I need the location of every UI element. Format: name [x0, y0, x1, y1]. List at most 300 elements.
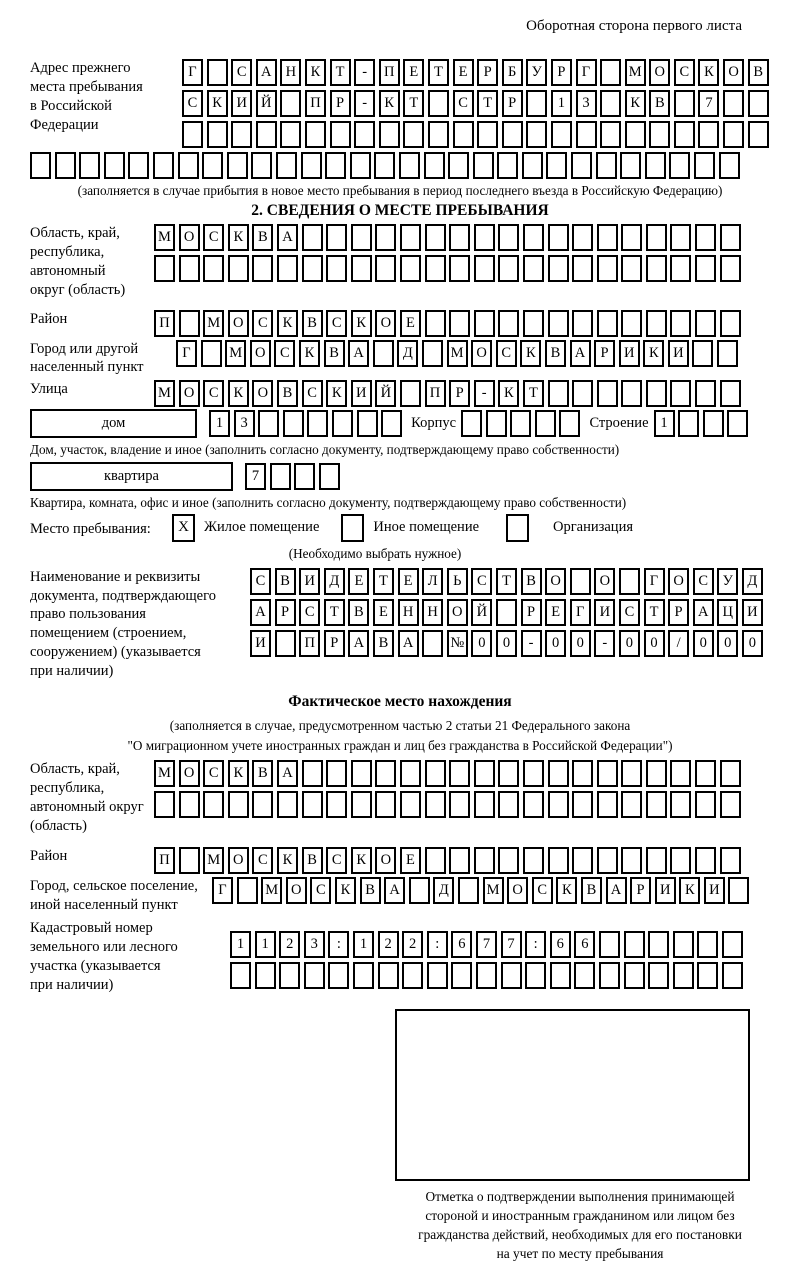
house-block — [30, 409, 770, 438]
label-line: земельного или лесного — [30, 938, 178, 955]
char-cell: 2 — [279, 931, 300, 958]
label-line: гражданства действий, необходимых для его постановки — [418, 1226, 742, 1242]
char-cell — [461, 410, 482, 437]
char-cell — [326, 255, 347, 282]
char-cell: 2 — [402, 931, 423, 958]
char-cell: Й — [256, 90, 277, 117]
char-cell: О — [228, 310, 249, 337]
char-cell: - — [354, 90, 375, 117]
char-cell — [302, 224, 323, 251]
char-cell — [252, 791, 273, 818]
char-cell — [207, 59, 228, 86]
char-cell — [695, 255, 716, 282]
char-cell: А — [256, 59, 277, 86]
char-cell: В — [275, 568, 296, 595]
char-cell — [422, 630, 443, 657]
char-cell — [305, 121, 326, 148]
char-cell — [523, 760, 544, 787]
char-cell: Р — [502, 90, 523, 117]
char-cell — [548, 380, 569, 407]
char-cell — [695, 791, 716, 818]
char-cell: Р — [324, 630, 345, 657]
char-cell — [600, 121, 621, 148]
char-cell — [255, 962, 276, 989]
char-cell: М — [225, 340, 246, 367]
char-cell: К — [698, 59, 719, 86]
char-cell: Г — [576, 59, 597, 86]
char-cell: : — [328, 931, 349, 958]
char-cell — [646, 847, 667, 874]
char-cell — [154, 791, 175, 818]
char-cell: К — [207, 90, 228, 117]
char-cell — [402, 962, 423, 989]
char-cell — [717, 340, 738, 367]
char-cell — [422, 340, 443, 367]
char-cell: 1 — [255, 931, 276, 958]
char-cell — [79, 152, 100, 179]
char-cell — [294, 463, 315, 490]
char-cell: 3 — [576, 90, 597, 117]
char-cell — [326, 224, 347, 251]
char-cell: Т — [496, 568, 517, 595]
char-cell — [30, 152, 51, 179]
char-cell: 7 — [501, 931, 522, 958]
char-cell — [448, 152, 469, 179]
char-cell: С — [326, 310, 347, 337]
char-cell — [720, 791, 741, 818]
char-cell — [535, 410, 556, 437]
char-cell: К — [351, 847, 372, 874]
char-cell: Е — [453, 59, 474, 86]
char-cell — [646, 791, 667, 818]
char-cell — [104, 152, 125, 179]
char-cell: Ц — [717, 599, 738, 626]
char-cell — [280, 90, 301, 117]
prev-address-note: (заполняется в случае прибытия в новое место пребывания в период последнего въезда в Российскую Федерацию) — [77, 183, 723, 198]
char-cell — [572, 760, 593, 787]
char-cell — [319, 463, 340, 490]
char-cell: О — [545, 568, 566, 595]
char-cell — [723, 121, 744, 148]
label-line: Наименование и реквизиты — [30, 568, 201, 585]
char-cell: С — [203, 380, 224, 407]
char-cell: О — [179, 224, 200, 251]
char-cell: Т — [477, 90, 498, 117]
char-cell: Ь — [447, 568, 468, 595]
char-cell — [719, 152, 740, 179]
char-cell — [154, 255, 175, 282]
char-cell: К — [305, 59, 326, 86]
char-cell: С — [532, 877, 553, 904]
char-cell — [449, 847, 470, 874]
char-cell — [179, 847, 200, 874]
char-cell — [302, 760, 323, 787]
char-cell — [648, 962, 669, 989]
char-cell: М — [447, 340, 468, 367]
char-cell: С — [471, 568, 492, 595]
prev-address-label — [30, 59, 182, 134]
char-cell — [400, 380, 421, 407]
apartment-block — [30, 462, 770, 491]
char-cell — [502, 121, 523, 148]
char-cell — [673, 931, 694, 958]
option-organization-label: Организация — [553, 519, 633, 536]
label-line: участка (указывается — [30, 957, 161, 974]
char-cell — [597, 380, 618, 407]
prev-address-row-3 — [182, 121, 769, 148]
char-cell — [723, 90, 744, 117]
char-cell — [449, 760, 470, 787]
char-cell: С — [182, 90, 203, 117]
char-cell: В — [545, 340, 566, 367]
char-cell: Т — [330, 59, 351, 86]
label-line: Область, край, — [30, 761, 120, 778]
char-cell — [280, 121, 301, 148]
region-block — [30, 224, 770, 299]
char-cell — [453, 121, 474, 148]
label-line: республика, — [30, 244, 105, 260]
char-cell — [600, 59, 621, 86]
prev-address-row-4 — [30, 152, 770, 179]
char-cell — [523, 791, 544, 818]
char-cell — [624, 962, 645, 989]
char-cell — [449, 310, 470, 337]
street-row — [154, 380, 741, 407]
char-cell: В — [649, 90, 670, 117]
char-cell — [251, 152, 272, 179]
char-cell: 0 — [742, 630, 763, 657]
char-cell: С — [299, 599, 320, 626]
char-cell — [353, 962, 374, 989]
char-cell: В — [302, 310, 323, 337]
char-cell: 2 — [378, 931, 399, 958]
char-cell: : — [525, 931, 546, 958]
char-cell: В — [252, 224, 273, 251]
char-cell: С — [619, 599, 640, 626]
char-cell: Т — [644, 599, 665, 626]
char-cell: Б — [502, 59, 523, 86]
city-label — [30, 340, 176, 378]
char-cell: С — [252, 310, 273, 337]
char-cell — [597, 760, 618, 787]
document-row-2 — [250, 599, 763, 626]
char-cell: К — [556, 877, 577, 904]
char-cell: К — [228, 380, 249, 407]
char-cell — [476, 962, 497, 989]
char-cell — [525, 962, 546, 989]
char-cell: С — [693, 568, 714, 595]
char-cell — [425, 760, 446, 787]
actual-region-block — [30, 760, 770, 835]
char-cell — [498, 310, 519, 337]
char-cell: И — [742, 599, 763, 626]
char-cell: К — [335, 877, 356, 904]
char-cell: Н — [422, 599, 443, 626]
char-cell — [277, 255, 298, 282]
char-cell — [695, 847, 716, 874]
char-cell: Г — [644, 568, 665, 595]
char-cell — [576, 121, 597, 148]
char-cell — [427, 962, 448, 989]
char-cell: В — [302, 847, 323, 874]
char-cell — [473, 152, 494, 179]
char-cell: С — [252, 847, 273, 874]
char-cell — [373, 340, 394, 367]
char-cell — [498, 791, 519, 818]
document-block — [30, 568, 770, 681]
char-cell — [400, 255, 421, 282]
char-cell — [276, 152, 297, 179]
char-cell — [670, 791, 691, 818]
document-row-1 — [250, 568, 763, 595]
char-cell — [670, 224, 691, 251]
label-line: (область) — [30, 817, 87, 834]
char-cell: У — [717, 568, 738, 595]
char-cell — [379, 121, 400, 148]
char-cell: И — [619, 340, 640, 367]
char-cell: 1 — [209, 410, 230, 437]
checkbox-residential: X — [172, 514, 195, 542]
char-cell: И — [655, 877, 676, 904]
label-line: стороной и иностранным гражданином или лицом без — [425, 1207, 735, 1223]
char-cell — [400, 224, 421, 251]
korpus-label: Корпус — [411, 415, 457, 432]
char-cell: Р — [594, 340, 615, 367]
actual-city-row — [212, 877, 749, 904]
char-cell: В — [360, 877, 381, 904]
apartment-note: Квартира, комната, офис и иное (заполнить согласно документу, подтверждающему право собственности) — [30, 495, 627, 511]
char-cell — [599, 931, 620, 958]
char-cell — [674, 121, 695, 148]
char-cell — [720, 847, 741, 874]
char-cell: / — [668, 630, 689, 657]
document-label — [30, 568, 250, 681]
char-cell — [203, 255, 224, 282]
label-line: округ (область) — [30, 281, 126, 298]
char-cell — [302, 255, 323, 282]
label-line: сооружением) (указывается — [30, 644, 201, 661]
char-cell: К — [351, 310, 372, 337]
label-line: право пользования — [30, 606, 146, 623]
char-cell — [572, 847, 593, 874]
city-block — [30, 340, 770, 378]
char-cell: 7 — [698, 90, 719, 117]
char-cell — [597, 791, 618, 818]
char-cell: Р — [630, 877, 651, 904]
char-cell: И — [351, 380, 372, 407]
char-cell — [523, 847, 544, 874]
char-cell: Е — [400, 847, 421, 874]
char-cell — [625, 121, 646, 148]
char-cell: Д — [397, 340, 418, 367]
char-cell: Т — [324, 599, 345, 626]
char-cell: 0 — [570, 630, 591, 657]
actual-location-intro-2: "О миграционном учете иностранных граждан и лиц без гражданства в Российской Федерации") — [127, 737, 673, 753]
char-cell: О — [507, 877, 528, 904]
char-cell — [720, 310, 741, 337]
char-cell: С — [302, 380, 323, 407]
char-cell — [646, 255, 667, 282]
char-cell: И — [668, 340, 689, 367]
char-cell: С — [674, 59, 695, 86]
char-cell — [727, 410, 748, 437]
char-cell — [695, 760, 716, 787]
char-cell — [720, 255, 741, 282]
korpus-row — [461, 410, 580, 437]
char-cell: С — [203, 224, 224, 251]
char-cell: Н — [280, 59, 301, 86]
char-cell — [497, 152, 518, 179]
char-cell: О — [594, 568, 615, 595]
label-line: населенный пункт — [30, 359, 144, 376]
char-cell — [375, 760, 396, 787]
char-cell — [621, 791, 642, 818]
char-cell: Р — [668, 599, 689, 626]
char-cell — [458, 877, 479, 904]
district-block — [30, 310, 770, 337]
char-cell — [548, 224, 569, 251]
char-cell — [351, 760, 372, 787]
char-cell — [572, 791, 593, 818]
char-cell: О — [228, 847, 249, 874]
char-cell — [646, 310, 667, 337]
char-cell — [351, 791, 372, 818]
label-line: в Российской — [30, 97, 112, 114]
char-cell: В — [324, 340, 345, 367]
char-cell: С — [231, 59, 252, 86]
char-cell: 0 — [619, 630, 640, 657]
char-cell — [424, 152, 445, 179]
prev-address-row-2 — [182, 90, 769, 117]
char-cell — [692, 340, 713, 367]
char-cell: 6 — [574, 931, 595, 958]
label-line: Адрес прежнего — [30, 60, 131, 76]
char-cell: О — [723, 59, 744, 86]
char-cell — [182, 121, 203, 148]
char-cell: В — [748, 59, 769, 86]
char-cell — [670, 380, 691, 407]
char-cell — [548, 847, 569, 874]
prev-address-row-1 — [182, 59, 769, 86]
char-cell: О — [375, 310, 396, 337]
char-cell — [728, 877, 749, 904]
char-cell — [201, 340, 222, 367]
char-cell — [326, 791, 347, 818]
char-cell — [325, 152, 346, 179]
char-cell: М — [154, 224, 175, 251]
char-cell — [720, 760, 741, 787]
char-cell: Й — [471, 599, 492, 626]
char-cell — [381, 410, 402, 437]
char-cell: К — [299, 340, 320, 367]
label-line: Федерации — [30, 116, 99, 133]
stroenie-label: Строение — [589, 415, 649, 432]
char-cell — [597, 847, 618, 874]
char-cell: - — [594, 630, 615, 657]
char-cell — [474, 791, 495, 818]
char-cell — [350, 152, 371, 179]
char-cell — [403, 121, 424, 148]
char-cell: М — [483, 877, 504, 904]
region-row-2 — [154, 255, 741, 282]
stamp-box — [395, 1009, 750, 1181]
char-cell — [498, 255, 519, 282]
char-cell — [548, 255, 569, 282]
char-cell: Т — [523, 380, 544, 407]
char-cell — [498, 760, 519, 787]
char-cell — [522, 152, 543, 179]
char-cell — [703, 410, 724, 437]
label-line: иной населенный пункт — [30, 897, 178, 914]
char-cell — [328, 962, 349, 989]
char-cell: О — [250, 340, 271, 367]
char-cell — [228, 791, 249, 818]
char-cell: 6 — [550, 931, 571, 958]
char-cell — [748, 90, 769, 117]
actual-region-label — [30, 760, 154, 835]
char-cell — [351, 224, 372, 251]
char-cell: С — [326, 847, 347, 874]
label-line: места пребывания — [30, 78, 143, 95]
char-cell: М — [625, 59, 646, 86]
char-cell — [301, 152, 322, 179]
label-line: республика, — [30, 779, 105, 796]
char-cell: О — [471, 340, 492, 367]
actual-district-block — [30, 847, 770, 874]
char-cell: И — [704, 877, 725, 904]
char-cell — [670, 847, 691, 874]
char-cell: 3 — [304, 931, 325, 958]
char-cell — [55, 152, 76, 179]
checkbox-other-premises — [341, 514, 364, 542]
char-cell — [179, 791, 200, 818]
char-cell: О — [179, 760, 200, 787]
region-row-1 — [154, 224, 741, 251]
char-cell — [669, 152, 690, 179]
char-cell — [621, 760, 642, 787]
char-cell: Е — [400, 310, 421, 337]
char-cell: В — [581, 877, 602, 904]
char-cell: К — [228, 224, 249, 251]
stroenie-row — [654, 410, 749, 437]
char-cell — [153, 152, 174, 179]
label-line: Город, сельское поселение, — [30, 878, 198, 895]
char-cell — [550, 962, 571, 989]
char-cell: 1 — [551, 90, 572, 117]
label-line: автономный округ — [30, 798, 144, 815]
char-cell: О — [179, 380, 200, 407]
char-cell — [597, 310, 618, 337]
char-cell — [496, 599, 517, 626]
document-row-3 — [250, 630, 763, 657]
char-cell: В — [521, 568, 542, 595]
char-cell: Т — [373, 568, 394, 595]
char-cell: М — [261, 877, 282, 904]
char-cell: И — [299, 568, 320, 595]
char-cell: О — [668, 568, 689, 595]
char-cell: Г — [176, 340, 197, 367]
label-line: Область, край, — [30, 225, 120, 242]
char-cell — [302, 791, 323, 818]
char-cell: Л — [422, 568, 443, 595]
char-cell — [694, 152, 715, 179]
char-cell — [128, 152, 149, 179]
char-cell — [357, 410, 378, 437]
char-cell: 0 — [545, 630, 566, 657]
char-cell: А — [277, 224, 298, 251]
char-cell — [523, 255, 544, 282]
char-cell — [619, 568, 640, 595]
